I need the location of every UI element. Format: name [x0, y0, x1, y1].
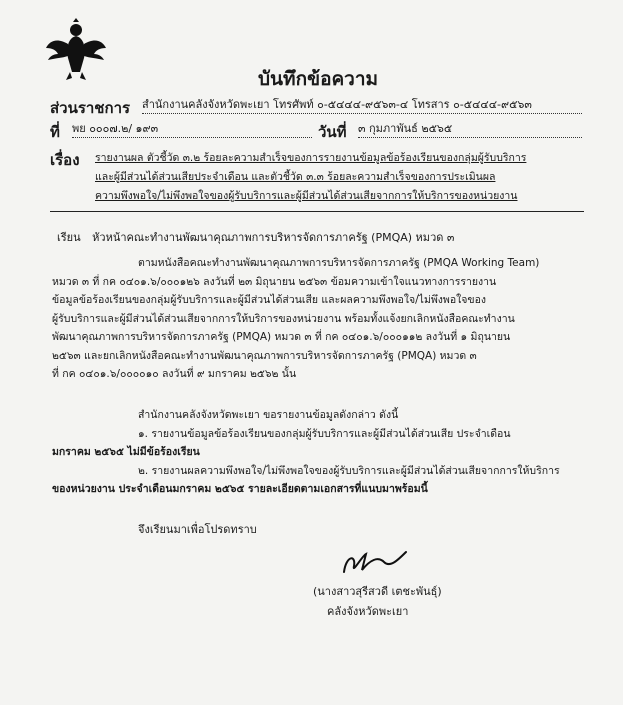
body-line: ตามหนังสือคณะทำงานพัฒนาคุณภาพการบริหารจัดการภาครัฐ (PMQA Working Team) — [138, 257, 540, 269]
reference-label: ที่ — [50, 123, 60, 141]
body-line: ที่ กค ๐๔๐๑.๖/๐๐๐๐๑๐ ลงวันที่ ๙ มกราคม ๒๕๖๒ นั้น — [52, 368, 297, 380]
department-label: ส่วนราชการ — [50, 99, 131, 117]
body-paragraph-1 — [52, 254, 539, 384]
page-title: บันทึกข้อความ — [258, 68, 379, 90]
subject-label: เรื่อง — [50, 151, 80, 169]
body-line: สำนักงานคลังจังหวัดพะเยา ขอรายงานข้อมูลดังกล่าว ดังนี้ — [138, 409, 399, 421]
closing-text: จึงเรียนมาเพื่อโปรดทราบ — [138, 523, 257, 536]
subject-line-3: ความพึงพอใจ/ไม่พึงพอใจของผู้รับบริการและผู้มีส่วนได้ส่วนเสียจากการให้บริการของหน่วยงาน — [95, 190, 518, 202]
body-line: ข้อมูลข้อร้องเรียนของกลุ่มผู้รับบริการและผู้มีส่วนได้ส่วนเสีย และผลความพึงพอใจ/ไม่พึงพอใจของ — [52, 294, 487, 306]
body-line: พัฒนาคุณภาพการบริหารจัดการภาครัฐ (PMQA) หมวด ๓ ที่ กค ๐๔๐๑.๖/๐๐๐๑๑๒ ลงวันที่ ๑ มิถุนายน — [52, 331, 511, 343]
body-line: หมวด ๓ ที่ กค ๐๔๐๑.๖/๐๐๐๑๒๖ ลงวันที่ ๒๓ มิถุนายน ๒๕๖๓ ข้อมความเข้าใจแนวทางการรายงาน — [52, 275, 497, 288]
body-paragraph-2 — [52, 406, 560, 499]
body-line: ๒. รายงานผลความพึงพอใจ/ไม่พึงพอใจของผู้รับบริการและผู้มีส่วนได้ส่วนเสียจากการให้บริการ — [138, 464, 560, 477]
subject-line-2: และผู้มีส่วนได้ส่วนเสียประจำเดือน และตัวชี้วัด ๓.๓ ร้อยละความสำเร็จของการประเมินผล — [95, 171, 496, 183]
date-label: วันที่ — [318, 123, 347, 141]
salutation-recipient: หัวหน้าคณะทำงานพัฒนาคุณภาพการบริหารจัดการภาครัฐ (PMQA) หมวด ๓ — [92, 231, 455, 244]
department-value: สำนักงานคลังจังหวัดพะเยา โทรศัพท์ ๐-๕๔๔๔-๙๕๖๓-๔ โทรสาร ๐-๕๔๔๔-๙๕๖๓ — [142, 97, 582, 114]
body-line: ๑. รายงานข้อมูลข้อร้องเรียนของกลุ่มผู้รับบริการและผู้มีส่วนได้ส่วนเสีย ประจำเดือน — [138, 427, 511, 440]
body-line: ๒๕๖๓ และยกเลิกหนังสือคณะทำงานพัฒนาคุณภาพการบริหารจัดการภาครัฐ (PMQA) หมวด ๓ — [52, 349, 477, 362]
header-divider — [50, 211, 584, 212]
garuda-emblem-icon — [44, 18, 108, 82]
subject-line-1: รายงานผล ตัวชี้วัด ๓.๒ ร้อยละความสำเร็จของการรายงานข้อมูลข้อร้องเรียนของกลุ่มผู้รับบริการ — [95, 152, 527, 164]
signer-name: (นางสาวสุรีสวดี เตชะพันธุ์) — [313, 585, 442, 598]
body-line: ผู้รับบริการและผู้มีส่วนได้ส่วนเสียจากการให้บริการของหน่วยงาน พร้อมทั้งแจ้งยกเลิกหนังสือคณะทำงาน — [52, 312, 515, 325]
salutation — [57, 230, 454, 246]
date-value: ๓ กุมภาพันธ์ ๒๕๖๕ — [358, 121, 582, 138]
signer-position: คลังจังหวัดพะเยา — [327, 605, 409, 618]
reference-value: พย ๐๐๐๗.๒/ ๑๙๓ — [72, 121, 312, 138]
salutation-label: เรียน — [57, 231, 81, 244]
body-line: ของหน่วยงาน ประจำเดือนมกราคม ๒๕๖๕ รายละเอียดตามเอกสารที่แนบมาพร้อมนี้ — [52, 483, 428, 495]
body-line: มกราคม ๒๕๖๕ ไม่มีข้อร้องเรียน — [52, 446, 200, 458]
signature-icon — [340, 546, 410, 580]
